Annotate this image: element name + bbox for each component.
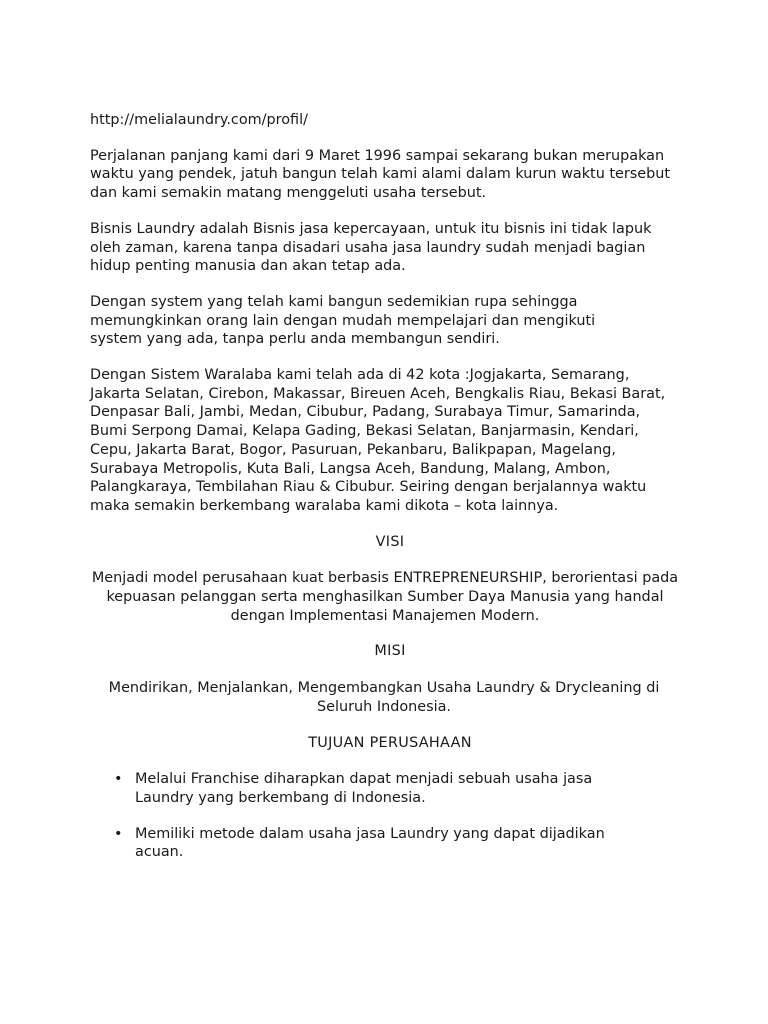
visi-heading: VISI (375, 533, 405, 550)
list-item (90, 770, 635, 807)
business-paragraph: Bisnis Laundry adalah Bisnis jasa kepercayaan, untuk itu bisnis ini tidak lapuk oleh zaman, karena tanpa disadari usaha jasa laundry sudah menjadi bagian hidup penting manusia dan akan tetap ada. (90, 220, 652, 275)
bullet-icon: • (114, 771, 123, 788)
visi-text: Menjadi model perusahaan kuat berbasis ENTREPRENEURSHIP, berorientasi pada kepuasan pelanggan serta menghasilkan Sumber Daya Manusia yang handal dengan Implementasi Manajemen Modern. (91, 570, 679, 624)
list-item (90, 825, 635, 862)
list-item-text: Memiliki metode dalam usaha jasa Laundry yang dapat dijadikan acuan. (135, 825, 605, 861)
bullet-icon: • (114, 825, 123, 842)
history-paragraph: Perjalanan panjang kami dari 9 Maret 1996 sampai sekarang bukan merupakan waktu yang pendek, jatuh bangun telah kami alami dalam kurun waktu tersebut dan kami semakin matang menggeluti usaha tersebut. (90, 147, 671, 202)
source-url-text: http://melialaundry.com/profil/ (90, 112, 308, 128)
system-paragraph: Dengan system yang telah kami bangun sedemikian rupa sehingga memungkinkan orang lain dengan mudah mempelajari dan mengikuti system yang ada, tanpa perlu anda membangun sendiri. (90, 293, 596, 348)
document-page (90, 111, 690, 879)
franchise-cities-paragraph: Dengan Sistem Waralaba kami telah ada di 42 kota :Jogjakarta, Semarang, Jakarta Selatan, Cirebon, Makassar, Bireuen Aceh, Bengkalis Riau, Bekasi Barat, Denpasar Bali, Jambi, Medan, Cibubur, Padang, Surabaya Timur, Samarinda, Bumi Serpong Damai, Kelapa Gading, Bekasi Selatan, Banjarmasin, Kendari, Cepu, Jakarta Barat, Bogor, Pasuruan, Pekanbaru, Balikpapan, Magelang, Surabaya Metropolis, Kuta Bali, Langsa Aceh, Bandung, Malang, Ambon, Palangkaraya, Tembilahan Riau & Cibubur. Seiring dengan berjalannya waktu maka semakin berkembang waralaba kami dikota – kota lainnya. (90, 367, 666, 514)
misi-heading: MISI (374, 643, 406, 660)
tujuan-list (90, 770, 690, 862)
list-item-text: Melalui Franchise diharapkan dapat menjadi sebuah usaha jasa Laundry yang berkembang di Indonesia. (135, 771, 593, 806)
misi-text: Mendirikan, Menjalankan, Mengembangkan Usaha Laundry & Drycleaning di Seluruh Indonesia. (108, 680, 660, 715)
tujuan-heading: TUJUAN PERUSAHAAN (308, 734, 472, 751)
